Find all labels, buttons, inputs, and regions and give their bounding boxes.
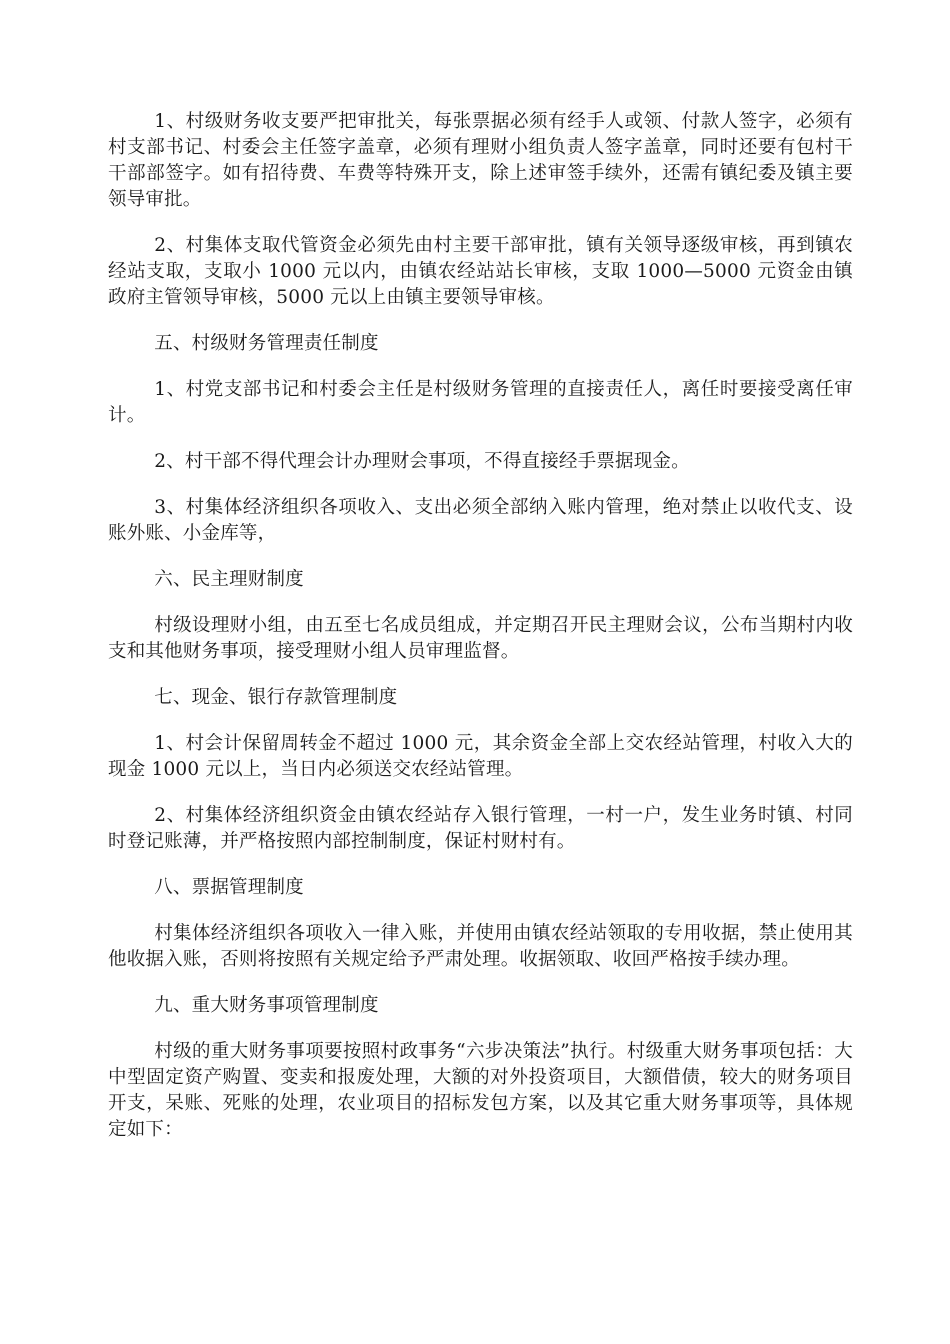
paragraph-fund-withdrawal: 2、村集体支取代管资金必须先由村主要干部审批，镇有关领导逐级审核，再到镇农经站支取，支取小 1000 元以内，由镇农经站站长审核，支取 1000—5000 元资金由镇政府主管领导审核，5000 元以上由镇主要领导审核。 <box>108 235 853 308</box>
section-heading-9: 九、重大财务事项管理制度 <box>154 995 379 1016</box>
section-heading-8: 八、票据管理制度 <box>154 877 304 898</box>
paragraph-cash-2: 2、村集体经济组织资金由镇农经站存入银行管理，一村一户，发生业务时镇、村同时登记账薄，并严格按照内部控制制度，保证村财村有。 <box>108 805 853 852</box>
paragraph-major-matters: 村级的重大财务事项要按照村政事务“六步决策法”执行。村级重大财务事项包括：大中型固定资产购置、变卖和报废处理，大额的对外投资项目，大额借债，较大的财务项目开支，呆账、死账的处理，农业项目的招标发包方案，以及其它重大财务事项等，具体规定如下： <box>108 1041 853 1140</box>
paragraph-responsibility-3: 3、村集体经济组织各项收入、支出必须全部纳入账内管理，绝对禁止以收代支、设账外账、小金库等， <box>108 497 853 544</box>
section-heading-6: 六、民主理财制度 <box>154 569 304 590</box>
paragraph-responsibility-1: 1、村党支部书记和村委会主任是村级财务管理的直接责任人，离任时要接受离任审计。 <box>108 379 853 426</box>
paragraph-receipts: 村集体经济组织各项收入一律入账，并使用由镇农经站领取的专用收据，禁止使用其他收据入账，否则将按照有关规定给予严肃处理。收据领取、收回严格按手续办理。 <box>108 923 853 970</box>
paragraph-democratic-finance: 村级设理财小组，由五至七名成员组成，并定期召开民主理财会议，公布当期村内收支和其他财务事项，接受理财小组人员审理监督。 <box>108 615 853 662</box>
document-body <box>108 109 853 1163</box>
paragraph-responsibility-2: 2、村干部不得代理会计办理财会事项，不得直接经手票据现金。 <box>154 451 690 472</box>
paragraph-approval-rule: 1、村级财务收支要严把审批关，每张票据必须有经手人或领、付款人签字，必须有村支部书记、村委会主任签字盖章，必须有理财小组负责人签字盖章，同时还要有包村干干部部签字。如有招待费、车费等特殊开支，除上述审签手续外，还需有镇纪委及镇主要领导审批。 <box>108 111 853 210</box>
paragraph-cash-1: 1、村会计保留周转金不超过 1000 元，其余资金全部上交农经站管理，村收入大的现金 1000 元以上，当日内必须送交农经站管理。 <box>108 733 853 780</box>
section-heading-7: 七、现金、银行存款管理制度 <box>154 687 398 708</box>
section-heading-5: 五、村级财务管理责任制度 <box>154 333 379 354</box>
